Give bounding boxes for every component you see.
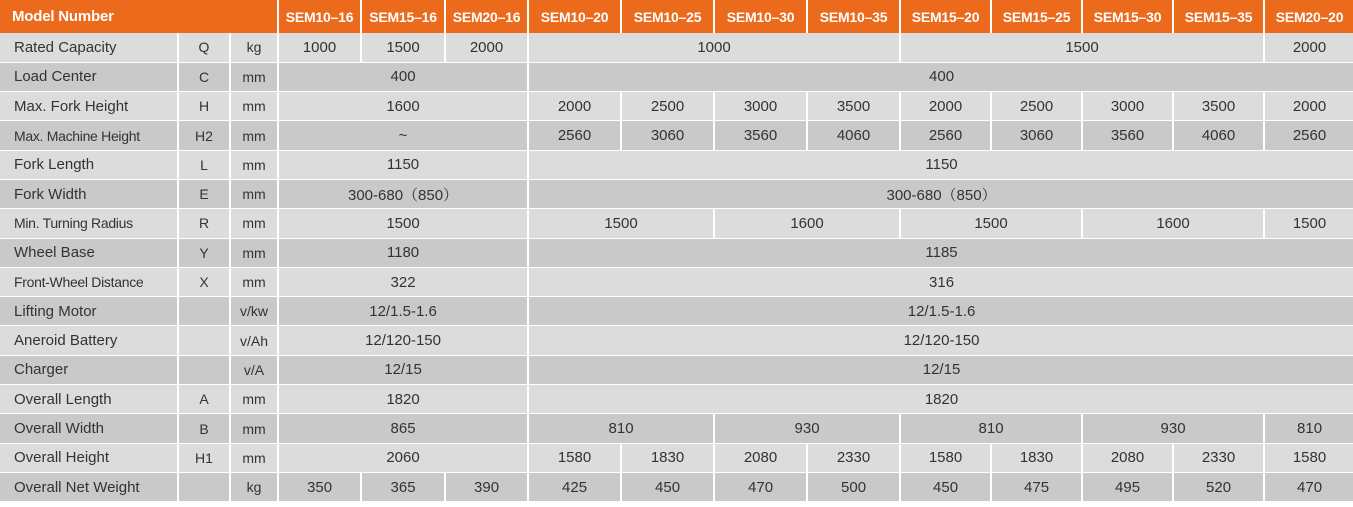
model-header: SEM15–16 bbox=[361, 0, 445, 33]
value-cell: 1150 bbox=[278, 150, 528, 179]
table-row bbox=[0, 150, 1353, 179]
parameter-code: X bbox=[178, 267, 230, 296]
value-cell: 2560 bbox=[528, 121, 621, 150]
model-number-label: Model Number bbox=[0, 0, 278, 33]
parameter-code: C bbox=[178, 62, 230, 91]
model-header: SEM10–35 bbox=[807, 0, 900, 33]
parameter-code: H2 bbox=[178, 121, 230, 150]
value-cell: 1500 bbox=[361, 33, 445, 62]
table-row bbox=[0, 326, 1353, 355]
header-row bbox=[0, 0, 1353, 33]
value-cell: 470 bbox=[714, 472, 807, 501]
value-cell: 3500 bbox=[807, 92, 900, 121]
value-cell: 1600 bbox=[714, 209, 900, 238]
value-cell: 1000 bbox=[278, 33, 361, 62]
parameter-name: Max. Fork Height bbox=[0, 92, 178, 121]
table-row bbox=[0, 62, 1353, 91]
table-row bbox=[0, 121, 1353, 150]
value-cell: 12/120-150 bbox=[528, 326, 1353, 355]
value-cell: 2560 bbox=[1264, 121, 1353, 150]
model-header: SEM20–16 bbox=[445, 0, 528, 33]
parameter-name: Load Center bbox=[0, 62, 178, 91]
value-cell: ~ bbox=[278, 121, 528, 150]
parameter-name: Aneroid Battery bbox=[0, 326, 178, 355]
parameter-unit: mm bbox=[230, 238, 278, 267]
table-row bbox=[0, 297, 1353, 326]
value-cell: 2500 bbox=[621, 92, 714, 121]
value-cell: 390 bbox=[445, 472, 528, 501]
value-cell: 1580 bbox=[528, 443, 621, 472]
model-header: SEM15–30 bbox=[1082, 0, 1173, 33]
value-cell: 322 bbox=[278, 267, 528, 296]
value-cell: 1820 bbox=[528, 385, 1353, 414]
value-cell: 365 bbox=[361, 472, 445, 501]
value-cell: 1180 bbox=[278, 238, 528, 267]
parameter-unit: mm bbox=[230, 209, 278, 238]
parameter-unit: mm bbox=[230, 443, 278, 472]
value-cell: 1580 bbox=[900, 443, 991, 472]
value-cell: 12/1.5-1.6 bbox=[278, 297, 528, 326]
parameter-code bbox=[178, 472, 230, 501]
parameter-unit: kg bbox=[230, 33, 278, 62]
table-row bbox=[0, 209, 1353, 238]
value-cell: 1580 bbox=[1264, 443, 1353, 472]
value-cell: 1000 bbox=[528, 33, 900, 62]
parameter-unit: kg bbox=[230, 472, 278, 501]
parameter-unit: mm bbox=[230, 150, 278, 179]
value-cell: 4060 bbox=[807, 121, 900, 150]
value-cell: 2560 bbox=[900, 121, 991, 150]
value-cell: 520 bbox=[1173, 472, 1264, 501]
parameter-name: Overall Width bbox=[0, 414, 178, 443]
value-cell: 3060 bbox=[991, 121, 1082, 150]
value-cell: 12/15 bbox=[278, 355, 528, 384]
parameter-code: H1 bbox=[178, 443, 230, 472]
value-cell: 450 bbox=[621, 472, 714, 501]
table-row bbox=[0, 33, 1353, 62]
parameter-unit: mm bbox=[230, 121, 278, 150]
table-row bbox=[0, 355, 1353, 384]
parameter-name: Min. Turning Radius bbox=[0, 209, 178, 238]
parameter-unit: mm bbox=[230, 385, 278, 414]
parameter-code bbox=[178, 355, 230, 384]
value-cell: 12/120-150 bbox=[278, 326, 528, 355]
parameter-unit: mm bbox=[230, 92, 278, 121]
value-cell: 12/15 bbox=[528, 355, 1353, 384]
value-cell: 930 bbox=[714, 414, 900, 443]
parameter-name: Wheel Base bbox=[0, 238, 178, 267]
value-cell: 865 bbox=[278, 414, 528, 443]
model-header: SEM10–20 bbox=[528, 0, 621, 33]
value-cell: 3000 bbox=[1082, 92, 1173, 121]
model-header: SEM15–20 bbox=[900, 0, 991, 33]
value-cell: 1500 bbox=[1264, 209, 1353, 238]
parameter-code: B bbox=[178, 414, 230, 443]
parameter-unit: v/Ah bbox=[230, 326, 278, 355]
value-cell: 475 bbox=[991, 472, 1082, 501]
value-cell: 1830 bbox=[991, 443, 1082, 472]
value-cell: 1500 bbox=[278, 209, 528, 238]
value-cell: 12/1.5-1.6 bbox=[528, 297, 1353, 326]
parameter-code: H bbox=[178, 92, 230, 121]
value-cell: 1500 bbox=[900, 209, 1082, 238]
value-cell: 300-680（850） bbox=[278, 179, 528, 208]
value-cell: 450 bbox=[900, 472, 991, 501]
value-cell: 2000 bbox=[1264, 92, 1353, 121]
value-cell: 2500 bbox=[991, 92, 1082, 121]
table-row bbox=[0, 385, 1353, 414]
value-cell: 810 bbox=[1264, 414, 1353, 443]
model-header: SEM10–16 bbox=[278, 0, 361, 33]
parameter-unit: v/kw bbox=[230, 297, 278, 326]
value-cell: 3060 bbox=[621, 121, 714, 150]
model-header: SEM10–30 bbox=[714, 0, 807, 33]
model-header: SEM15–35 bbox=[1173, 0, 1264, 33]
value-cell: 4060 bbox=[1173, 121, 1264, 150]
value-cell: 470 bbox=[1264, 472, 1353, 501]
value-cell: 316 bbox=[528, 267, 1353, 296]
parameter-name: Overall Height bbox=[0, 443, 178, 472]
value-cell: 1600 bbox=[1082, 209, 1264, 238]
value-cell: 2000 bbox=[528, 92, 621, 121]
value-cell: 2060 bbox=[278, 443, 528, 472]
value-cell: 1185 bbox=[528, 238, 1353, 267]
value-cell: 930 bbox=[1082, 414, 1264, 443]
value-cell: 3500 bbox=[1173, 92, 1264, 121]
model-header: SEM10–25 bbox=[621, 0, 714, 33]
parameter-name: Overall Length bbox=[0, 385, 178, 414]
parameter-code: Q bbox=[178, 33, 230, 62]
value-cell: 3560 bbox=[1082, 121, 1173, 150]
parameter-code: Y bbox=[178, 238, 230, 267]
parameter-code bbox=[178, 297, 230, 326]
table-row bbox=[0, 92, 1353, 121]
parameter-name: Rated Capacity bbox=[0, 33, 178, 62]
parameter-code: E bbox=[178, 179, 230, 208]
value-cell: 1500 bbox=[900, 33, 1264, 62]
value-cell: 2080 bbox=[714, 443, 807, 472]
parameter-code: R bbox=[178, 209, 230, 238]
value-cell: 810 bbox=[900, 414, 1082, 443]
table-row bbox=[0, 472, 1353, 501]
model-header: SEM20–20 bbox=[1264, 0, 1353, 33]
value-cell: 2000 bbox=[1264, 33, 1353, 62]
parameter-unit: mm bbox=[230, 267, 278, 296]
table-row bbox=[0, 179, 1353, 208]
model-header: SEM15–25 bbox=[991, 0, 1082, 33]
value-cell: 810 bbox=[528, 414, 714, 443]
parameter-name: Overall Net Weight bbox=[0, 472, 178, 501]
value-cell: 495 bbox=[1082, 472, 1173, 501]
parameter-name: Front-Wheel Distance bbox=[0, 267, 178, 296]
value-cell: 1600 bbox=[278, 92, 528, 121]
value-cell: 2080 bbox=[1082, 443, 1173, 472]
value-cell: 3560 bbox=[714, 121, 807, 150]
value-cell: 1830 bbox=[621, 443, 714, 472]
parameter-unit: mm bbox=[230, 179, 278, 208]
value-cell: 2330 bbox=[1173, 443, 1264, 472]
parameter-name: Lifting Motor bbox=[0, 297, 178, 326]
table-row bbox=[0, 267, 1353, 296]
parameter-code: A bbox=[178, 385, 230, 414]
value-cell: 350 bbox=[278, 472, 361, 501]
value-cell: 2000 bbox=[445, 33, 528, 62]
parameter-name: Fork Width bbox=[0, 179, 178, 208]
value-cell: 3000 bbox=[714, 92, 807, 121]
value-cell: 2330 bbox=[807, 443, 900, 472]
value-cell: 400 bbox=[528, 62, 1353, 91]
value-cell: 300-680（850） bbox=[528, 179, 1353, 208]
parameter-unit: mm bbox=[230, 62, 278, 91]
table-row bbox=[0, 443, 1353, 472]
value-cell: 400 bbox=[278, 62, 528, 91]
value-cell: 2000 bbox=[900, 92, 991, 121]
table-row bbox=[0, 414, 1353, 443]
parameter-name: Max. Machine Height bbox=[0, 121, 178, 150]
value-cell: 1150 bbox=[528, 150, 1353, 179]
value-cell: 425 bbox=[528, 472, 621, 501]
spec-body bbox=[0, 33, 1353, 502]
parameter-name: Charger bbox=[0, 355, 178, 384]
parameter-code bbox=[178, 326, 230, 355]
table-row bbox=[0, 238, 1353, 267]
value-cell: 500 bbox=[807, 472, 900, 501]
value-cell: 1820 bbox=[278, 385, 528, 414]
parameter-name: Fork Length bbox=[0, 150, 178, 179]
parameter-code: L bbox=[178, 150, 230, 179]
value-cell: 1500 bbox=[528, 209, 714, 238]
parameter-unit: mm bbox=[230, 414, 278, 443]
parameter-unit: v/A bbox=[230, 355, 278, 384]
